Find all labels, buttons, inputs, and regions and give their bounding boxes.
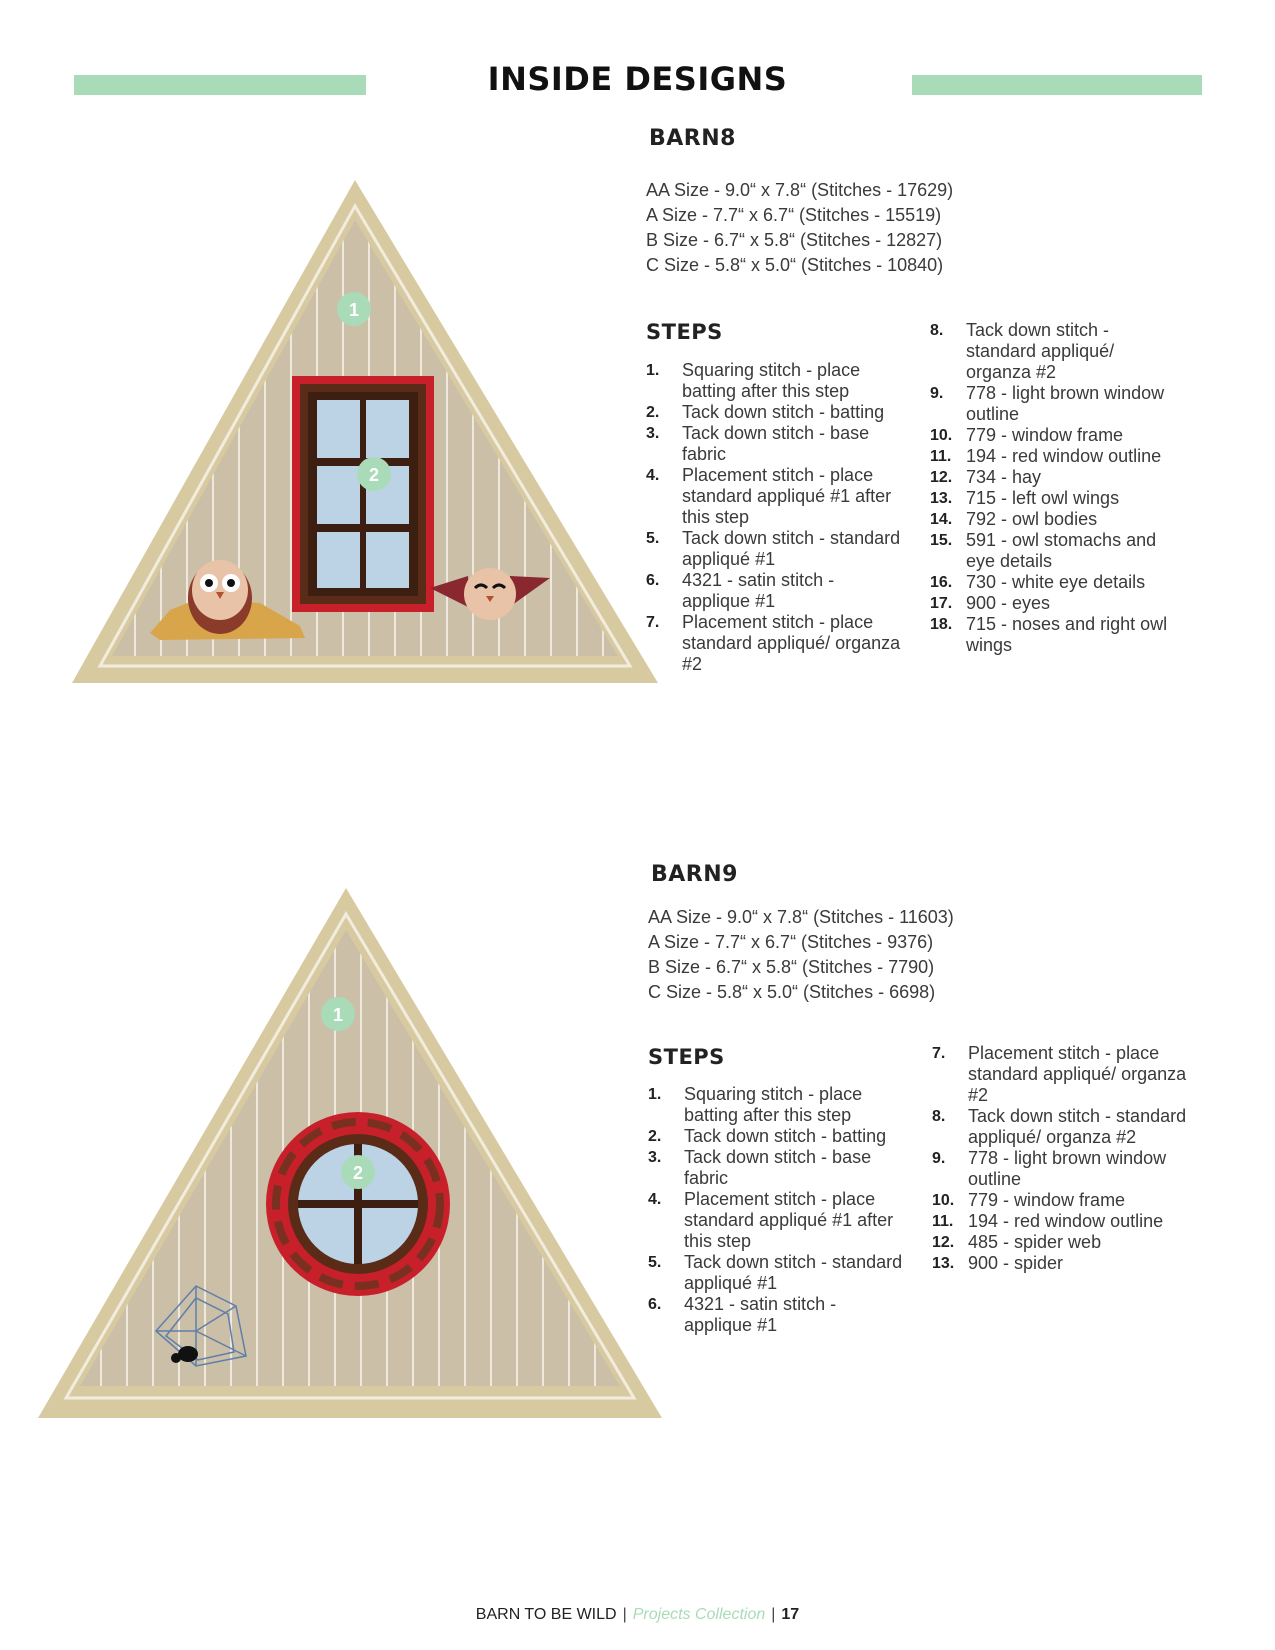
size-a: A Size - 7.7“ x 6.7“ (Stitches - 15519)	[646, 205, 942, 225]
size-b: B Size - 6.7“ x 5.8“ (Stitches - 12827)	[646, 230, 943, 250]
footer-collection: Projects Collection	[632, 1606, 766, 1623]
step-item: 9. 778 - light brown window outline	[932, 1148, 1167, 1189]
footer-book-title: BARN TO BE WILD	[475, 1606, 617, 1623]
rect-window	[292, 376, 434, 612]
step-item: 10. 779 - window frame	[930, 425, 1124, 445]
size-c: C Size - 5.8“ x 5.0“ (Stitches - 6698)	[648, 982, 936, 1002]
step-item: 5. Tack down stitch - standard appliqué #1	[646, 528, 901, 569]
step-item: 18. 715 - noses and right owl wings	[930, 614, 1168, 655]
step-item: 7. Placement stitch - place standard appliqué/ organza #2	[646, 612, 901, 674]
step-item: 4. Placement stitch - place standard appliqué #1 after this step	[648, 1189, 894, 1251]
size-c: C Size - 5.8“ x 5.0“ (Stitches - 10840)	[646, 255, 944, 275]
size-aa: AA Size - 9.0“ x 7.8“ (Stitches - 17629)	[646, 180, 954, 200]
step-item: 8. Tack down stitch - standard appliqué/ organza #2	[932, 1106, 1187, 1147]
step-item: 13. 715 - left owl wings	[930, 488, 1120, 508]
step-item: 14. 792 - owl bodies	[930, 509, 1098, 529]
step-item: 5. Tack down stitch - standard appliqué #1	[648, 1252, 903, 1293]
size-list	[646, 178, 953, 278]
marker-2	[341, 1155, 375, 1189]
steps-column-right	[932, 1043, 1194, 1274]
step-item: 6. 4321 - satin stitch - applique #1	[646, 570, 835, 611]
steps-column-left	[648, 1084, 906, 1336]
steps-column-left	[646, 360, 904, 675]
steps-column-right	[930, 320, 1180, 656]
step-item: 10. 779 - window frame	[932, 1190, 1126, 1210]
footer-separator: |	[771, 1606, 776, 1623]
step-item: 3. Tack down stitch - base fabric	[648, 1147, 872, 1188]
page-title: INSIDE DESIGNS	[487, 60, 788, 98]
step-item: 8. Tack down stitch - standard appliqué/ organza #2	[930, 320, 1115, 382]
step-item: 7. Placement stitch - place standard appliqué/ organza #2	[932, 1043, 1187, 1105]
size-a: A Size - 7.7“ x 6.7“ (Stitches - 9376)	[648, 932, 934, 952]
barn8-illustration	[70, 178, 660, 688]
step-item: 11. 194 - red window outline	[932, 1211, 1164, 1231]
step-item: 13. 900 - spider	[932, 1253, 1064, 1273]
marker-1	[321, 997, 355, 1031]
step-item: 2. Tack down stitch - batting	[648, 1126, 887, 1146]
svg-text:2: 2	[352, 1163, 364, 1183]
design-name: BARN8	[649, 126, 736, 151]
step-item: 15. 591 - owl stomachs and eye details	[930, 530, 1157, 571]
svg-text:1: 1	[332, 1005, 344, 1025]
svg-text:2: 2	[368, 465, 380, 485]
step-item: 17. 900 - eyes	[930, 593, 1051, 613]
barn9-illustration	[36, 886, 666, 1421]
step-item: 12. 485 - spider web	[932, 1232, 1102, 1252]
step-item: 16. 730 - white eye details	[930, 572, 1146, 592]
svg-text:1: 1	[348, 300, 360, 320]
step-item: 3. Tack down stitch - base fabric	[646, 423, 870, 464]
marker-2	[357, 457, 391, 491]
step-item: 4. Placement stitch - place standard appliqué #1 after this step	[646, 465, 892, 527]
step-item: 1. Squaring stitch - place batting after this step	[648, 1084, 863, 1125]
size-list	[648, 905, 954, 1005]
size-aa: AA Size - 9.0“ x 7.8“ (Stitches - 11603)	[648, 907, 954, 927]
step-item: 1. Squaring stitch - place batting after this step	[646, 360, 861, 401]
step-item: 6. 4321 - satin stitch - applique #1	[648, 1294, 837, 1335]
steps-heading: STEPS	[648, 1045, 725, 1069]
footer-separator: |	[622, 1606, 627, 1623]
page-number: 17	[781, 1606, 800, 1623]
size-b: B Size - 6.7“ x 5.8“ (Stitches - 7790)	[648, 957, 935, 977]
round-window	[266, 1112, 450, 1296]
step-item: 11. 194 - red window outline	[930, 446, 1162, 466]
steps-heading: STEPS	[646, 320, 723, 344]
step-item: 12. 734 - hay	[930, 467, 1042, 487]
page-footer	[0, 1606, 1275, 1624]
design-name: BARN9	[651, 862, 738, 887]
step-item: 9. 778 - light brown window outline	[930, 383, 1165, 424]
marker-1	[337, 292, 371, 326]
step-item: 2. Tack down stitch - batting	[646, 402, 885, 422]
